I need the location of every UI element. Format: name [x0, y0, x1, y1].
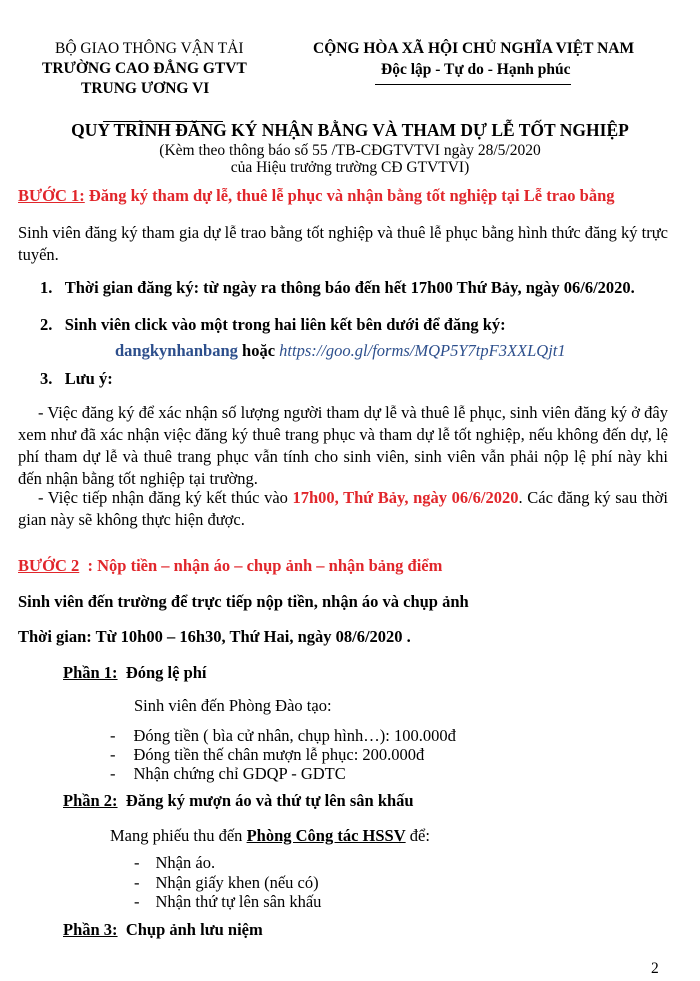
step2-intro: Sinh viên đến trường để trực tiếp nộp tiền, nhận áo và chụp ảnh — [18, 592, 469, 611]
step1-title: Đăng ký tham dự lễ, thuê lễ phục và nhận bằng tốt nghiệp tại Lễ trao bằng — [88, 186, 615, 205]
part1-bullet-2: - Đóng tiền thế chân mượn lễ phục: 200.000đ — [110, 745, 425, 764]
step1-item2: 2. Sinh viên click vào một trong hai liên kết bên dưới để đăng ký: — [40, 315, 506, 334]
part2-bullet-3: - Nhận thứ tự lên sân khấu — [134, 892, 322, 911]
header-underline-right — [375, 84, 571, 85]
part1-bullet-1: - Đóng tiền ( bìa cử nhân, chụp hình…): 100.000đ — [110, 726, 456, 745]
document-subtitle-1: (Kèm theo thông báo số 55 /TB-CĐGTVTVI ngày 28/5/2020 — [159, 142, 541, 159]
link-dangkynhanbang[interactable]: dangkynhanbang — [115, 341, 238, 360]
step2-heading — [18, 556, 442, 576]
part2-lead: Mang phiếu thu đến Phòng Công tác HSSV để: — [110, 826, 430, 845]
part1-lead: Sinh viên đến Phòng Đào tạo: — [134, 696, 332, 715]
ministry-name: BỘ GIAO THÔNG VẬN TẢI — [55, 40, 244, 57]
step1-item1: 1. Thời gian đăng ký: từ ngày ra thông báo đến hết 17h00 Thứ Bảy, ngày 06/6/2020. — [40, 278, 635, 297]
step1-heading — [18, 186, 615, 206]
independence-motto: Độc lập - Tự do - Hạnh phúc — [381, 61, 571, 78]
document-subtitle-2: của Hiệu trưởng trường CĐ GTVTVI) — [230, 159, 470, 176]
step2-label: BƯỚC 2 — [18, 556, 80, 575]
country-motto: CỘNG HÒA XÃ HỘI CHỦ NGHĨA VIỆT NAM — [313, 40, 635, 57]
part2-heading: Phần 2: Đăng ký mượn áo và thứ tự lên sân khấu — [63, 791, 414, 810]
step1-item3: 3. Lưu ý: — [40, 369, 113, 388]
link-google-form[interactable]: https://goo.gl/forms/MQP5Y7tpF3XXLQjt1 — [279, 341, 566, 360]
page-number: 2 — [651, 960, 659, 977]
school-name-line1: TRƯỜNG CAO ĐẲNG GTVT — [42, 60, 247, 77]
part2-bullet-1: - Nhận áo. — [134, 853, 216, 872]
document-title: QUY TRÌNH ĐĂNG KÝ NHẬN BẰNG VÀ THAM DỰ LỄ TỐT NGHIỆP — [71, 120, 629, 140]
part3-heading: Phần 3: Chụp ảnh lưu niệm — [63, 920, 263, 939]
step1-label: BƯỚC 1: — [18, 186, 85, 205]
step2-time: Thời gian: Từ 10h00 – 16h30, Thứ Hai, ngày 08/6/2020 . — [18, 627, 411, 646]
step2-title: : Nộp tiền – nhận áo – chụp ảnh – nhận bảng điểm — [87, 556, 443, 575]
part1-heading: Phần 1: Đóng lệ phí — [63, 663, 207, 682]
school-name-line2: TRUNG ƯƠNG VI — [81, 80, 210, 97]
registration-links: dangkynhanbang hoặc https://goo.gl/forms/MQP5Y7tpF3XXLQjt1 — [115, 341, 566, 360]
note-paragraph-2: - Việc tiếp nhận đăng ký kết thúc vào 17h00, Thứ Bảy, ngày 06/6/2020. Các đăng ký sau thời gian này sẽ không thực hiện được. — [18, 488, 668, 529]
part2-bullet-2: - Nhận giấy khen (nếu có) — [134, 873, 319, 892]
part1-bullet-3: - Nhận chứng chỉ GDQP - GDTC — [110, 764, 346, 783]
step1-intro: Sinh viên đăng ký tham gia dự lễ trao bằng tốt nghiệp và thuê lễ phục bằng hình thức đăng ký trực tuyến. — [18, 223, 668, 264]
note-paragraph-1: - Việc đăng ký để xác nhận số lượng người tham dự lễ và thuê lễ phục, sinh viên đăng ký ở đây xem như đã xác nhận việc đăng ký thuê trang phục và tham dự lễ tốt nghiệp, nếu không đến dự, lệ phí tham dự lễ và thuê trang phục vẫn tính cho sinh viên, sinh viên vẫn phải nộp lệ phí này khi đến nhận bằng tốt nghiệp tại trường. — [18, 403, 668, 488]
